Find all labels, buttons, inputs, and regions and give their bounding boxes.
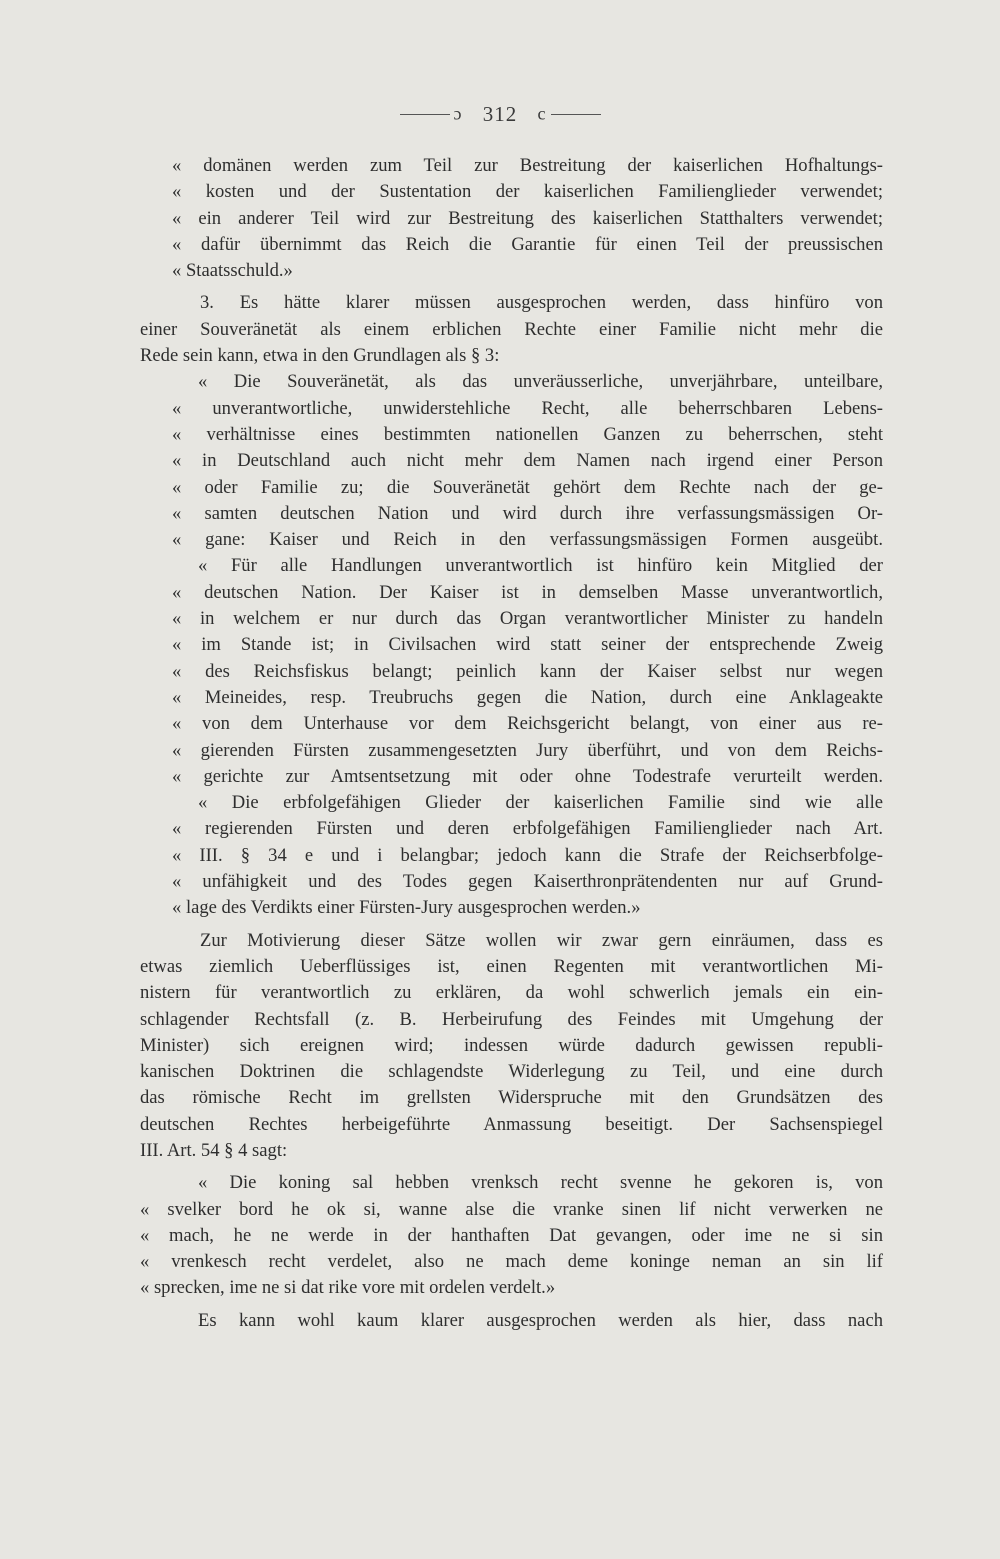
text-line: « lage des Verdikts einer Fürsten-Jury ausgesprochen werden.» bbox=[172, 897, 641, 919]
text-line: « oder Familie zu; die Souveränetät gehört dem Rechte nach der ge- bbox=[172, 476, 883, 498]
text-line: einer Souveränetät als einem erblichen Rechte einer Familie nicht mehr die bbox=[140, 318, 883, 340]
text-line: kanischen Doktrinen die schlagendste Widerlegung zu Teil, und eine durch bbox=[140, 1061, 883, 1083]
text-line: « deutschen Nation. Der Kaiser ist in demselben Masse unverantwortlich, bbox=[172, 581, 883, 603]
text-line: das römische Recht im grellsten Widerspruche mit den Grundsätzen des bbox=[140, 1087, 883, 1109]
text-line: « Für alle Handlungen unverantwortlich ist hinfüro kein Mitglied der bbox=[198, 555, 883, 577]
text-line: « von dem Unterhause vor dem Reichsgericht belangt, von einer aus re- bbox=[172, 713, 883, 735]
page-header bbox=[0, 100, 1000, 127]
header-rule-right bbox=[551, 114, 601, 115]
text-line: « in welchem er nur durch das Organ verantwortlicher Minister zu handeln bbox=[172, 608, 883, 630]
text-line: Minister) sich ereignen wird; indessen würde dadurch gewissen republi- bbox=[140, 1034, 883, 1056]
text-line: « mach, he ne werde in der hanthaften Dat gevangen, oder ime ne si sin bbox=[140, 1224, 883, 1246]
text-line: 3. Es hätte klarer müssen ausgesprochen werden, dass hinfüro von bbox=[200, 292, 883, 314]
page-number: 312 bbox=[482, 101, 518, 126]
text-line: « kosten und der Sustentation der kaiserlichen Familienglieder verwendet; bbox=[172, 181, 883, 203]
body-text bbox=[140, 153, 883, 1334]
text-line: « samten deutschen Nation und wird durch ihre verfassungsmässigen Or- bbox=[172, 502, 883, 524]
text-line: « Staatsschuld.» bbox=[172, 260, 293, 282]
text-line: « vrenkesch recht verdelet, also ne mach deme koninge neman an sin lif bbox=[140, 1251, 883, 1273]
text-line: nistern für verantwortlich zu erklären, da wohl schwerlich jemals ein ein- bbox=[140, 982, 883, 1004]
text-line: « des Reichsfiskus belangt; peinlich kann der Kaiser selbst nur wegen bbox=[172, 660, 883, 682]
text-line: « dafür übernimmt das Reich die Garantie für einen Teil der preussischen bbox=[172, 233, 883, 255]
text-line: « gerichte zur Amtsentsetzung mit oder ohne Todestrafe verurteilt werden. bbox=[172, 765, 883, 787]
text-line: Rede sein kann, etwa in den Grundlagen als § 3: bbox=[140, 345, 500, 367]
text-line: Es kann wohl kaum klarer ausgesprochen werden als hier, dass nach bbox=[198, 1309, 883, 1331]
text-line: « gane: Kaiser und Reich in den verfassungsmässigen Formen ausgeübt. bbox=[172, 529, 883, 551]
text-line: etwas ziemlich Ueberflüssiges ist, einen Regenten mit verantwortlichen Mi- bbox=[140, 955, 883, 977]
header-ornament-left: ɔ bbox=[453, 103, 463, 124]
text-line: « gierenden Fürsten zusammengesetzten Jury überführt, und von dem Reichs- bbox=[172, 739, 883, 761]
text-line: « im Stande ist; in Civilsachen wird statt seiner der entsprechende Zweig bbox=[172, 634, 883, 656]
text-line: « Meineides, resp. Treubruchs gegen die Nation, durch eine Anklageakte bbox=[172, 686, 883, 708]
text-line: « unverantwortliche, unwiderstehliche Recht, alle beherrschbaren Lebens- bbox=[172, 397, 883, 419]
text-line: « verhältnisse eines bestimmten nationellen Ganzen zu beherrschen, steht bbox=[172, 423, 883, 445]
header-rule-left bbox=[400, 114, 450, 115]
text-line: « regierenden Fürsten und deren erbfolgefähigen Familienglieder nach Art. bbox=[172, 818, 883, 840]
text-line: deutschen Rechtes herbeigeführte Anmassung beseitigt. Der Sachsenspiegel bbox=[140, 1113, 883, 1135]
text-line: « svelker bord he ok si, wanne alse die vranke sinen lif nicht verwerken ne bbox=[140, 1198, 883, 1220]
header-ornament-right: c bbox=[537, 103, 547, 124]
text-line: « Die Souveränetät, als das unveräusserliche, unverjährbare, unteilbare, bbox=[198, 371, 883, 393]
text-line: « sprecken, ime ne si dat rike vore mit ordelen verdelt.» bbox=[140, 1277, 556, 1299]
text-line: « ein anderer Teil wird zur Bestreitung des kaiserlichen Statthalters verwendet; bbox=[172, 207, 883, 229]
text-line: Zur Motivierung dieser Sätze wollen wir zwar gern einräumen, dass es bbox=[200, 929, 883, 951]
text-line: « Die koning sal hebben vrenksch recht svenne he gekoren is, von bbox=[198, 1172, 883, 1194]
text-line: III. Art. 54 § 4 sagt: bbox=[140, 1139, 288, 1161]
text-line: « III. § 34 e und i belangbar; jedoch kann die Strafe der Reichserbfolge- bbox=[172, 844, 883, 866]
text-line: « in Deutschland auch nicht mehr dem Namen nach irgend einer Person bbox=[172, 450, 883, 472]
text-line: schlagender Rechtsfall (z. B. Herbeirufung des Feindes mit Umgehung der bbox=[140, 1008, 883, 1030]
text-line: « domänen werden zum Teil zur Bestreitung der kaiserlichen Hofhaltungs- bbox=[172, 155, 883, 176]
text-line: « Die erbfolgefähigen Glieder der kaiserlichen Familie sind wie alle bbox=[198, 792, 883, 814]
text-line: « unfähigkeit und des Todes gegen Kaiserthronprätendenten nur auf Grund- bbox=[172, 871, 883, 893]
